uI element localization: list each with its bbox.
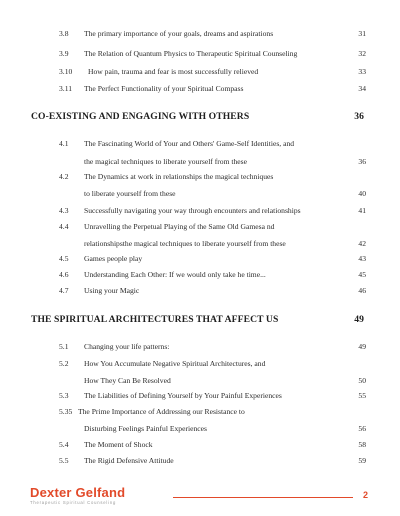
entry-title-line1: The Dynamics at work in relationships the magical techniques: [84, 172, 274, 181]
entry-page: 50: [358, 376, 366, 385]
entry-number: 4.3: [59, 206, 69, 215]
entry-title: How pain, trauma and fear is most successfully relieved: [88, 67, 259, 76]
entry-title-line1: Unravelling the Perpetual Playing of the Same Old Gamesa nd: [84, 222, 275, 231]
entry-page: 59: [358, 456, 366, 465]
section-page: 36: [354, 111, 364, 122]
entry-page: 33: [358, 67, 366, 76]
entry-title-line2: Disturbing Feelings Painful Experiences: [84, 424, 207, 433]
entry-page: 36: [358, 157, 366, 166]
page-number: 2: [362, 490, 368, 500]
entry-page: 42: [358, 239, 366, 248]
entry-number: 4.6: [59, 270, 69, 279]
entry-page: 49: [358, 342, 366, 351]
entry-page: 43: [358, 254, 366, 263]
entry-number: 3.8: [59, 29, 69, 38]
brand-tagline: Therapeutic Spiritual Counseling: [30, 500, 117, 505]
entry-title-line1: The Fascinating World of Your and Others' Game-Self Identities, and: [84, 139, 295, 148]
entry-number: 4.2: [59, 172, 69, 181]
entry-title: The Rigid Defensive Attitude: [84, 456, 174, 465]
entry-title-line2: the magical techniques to liberate yourself from these: [84, 157, 247, 166]
entry-page: 46: [358, 286, 366, 295]
entry-title: Using your Magic: [84, 286, 140, 295]
entry-number: 4.1: [59, 139, 69, 148]
entry-page: 55: [358, 391, 366, 400]
entry-number: 5.35: [59, 407, 73, 416]
entry-page: 41: [358, 206, 366, 215]
section-heading: [31, 314, 364, 327]
entry-number: 5.2: [59, 359, 69, 368]
entry-page: 32: [358, 49, 366, 58]
section-page: 49: [354, 314, 364, 325]
brand-logo: [30, 486, 125, 505]
entry-page: 40: [358, 189, 366, 198]
entry-title: The Relation of Quantum Physics to Therapeutic Spiritual Counseling: [84, 49, 298, 58]
entry-title: The Liabilities of Defining Yourself by Your Painful Experiences: [84, 391, 282, 400]
entry-title-line2: How They Can Be Resolved: [84, 376, 171, 385]
entry-title-line2: relationshipsthe magical techniques to liberate yourself from these: [84, 239, 286, 248]
entry-title: Changing your life patterns:: [84, 342, 170, 351]
entry-title: Understanding Each Other: If we would only take he time...: [84, 270, 266, 279]
entry-number: 3.10: [59, 67, 73, 76]
brand-name: Dexter Gelfand: [30, 485, 126, 500]
entry-title: The Perfect Functionality of your Spiritual Compass: [84, 84, 244, 93]
entry-number: 4.7: [59, 286, 69, 295]
section-title: CO-EXISTING AND ENGAGING WITH OTHERS: [31, 111, 250, 122]
entry-number: 5.5: [59, 456, 69, 465]
section-heading: [31, 111, 364, 124]
entry-page: 56: [358, 424, 366, 433]
entry-number: 3.9: [59, 49, 69, 58]
entry-number: 4.5: [59, 254, 69, 263]
entry-title-line1: How You Accumulate Negative Spiritual Architectures, and: [84, 359, 266, 368]
entry-number: 5.1: [59, 342, 69, 351]
entry-title: The primary importance of your goals, dreams and aspirations: [84, 29, 274, 38]
entry-number: 3.11: [59, 84, 73, 93]
entry-page: 34: [358, 84, 366, 93]
entry-title-line2: to liberate yourself from these: [84, 189, 176, 198]
entry-number: 4.4: [59, 222, 69, 231]
section-title: THE SPIRITUAL ARCHITECTURES THAT AFFECT US: [31, 314, 279, 325]
entry-title-line1: The Prime Importance of Addressing our Resistance to: [78, 407, 245, 416]
entry-page: 31: [358, 29, 366, 38]
entry-title: Successfully navigating your way through encounters and relationships: [84, 206, 301, 215]
entry-page: 58: [358, 440, 366, 449]
entry-number: 5.3: [59, 391, 69, 400]
entry-number: 5.4: [59, 440, 69, 449]
entry-page: 45: [358, 270, 366, 279]
entry-title: Games people play: [84, 254, 143, 263]
footer-rule: [173, 497, 353, 498]
entry-title: The Moment of Shock: [84, 440, 153, 449]
